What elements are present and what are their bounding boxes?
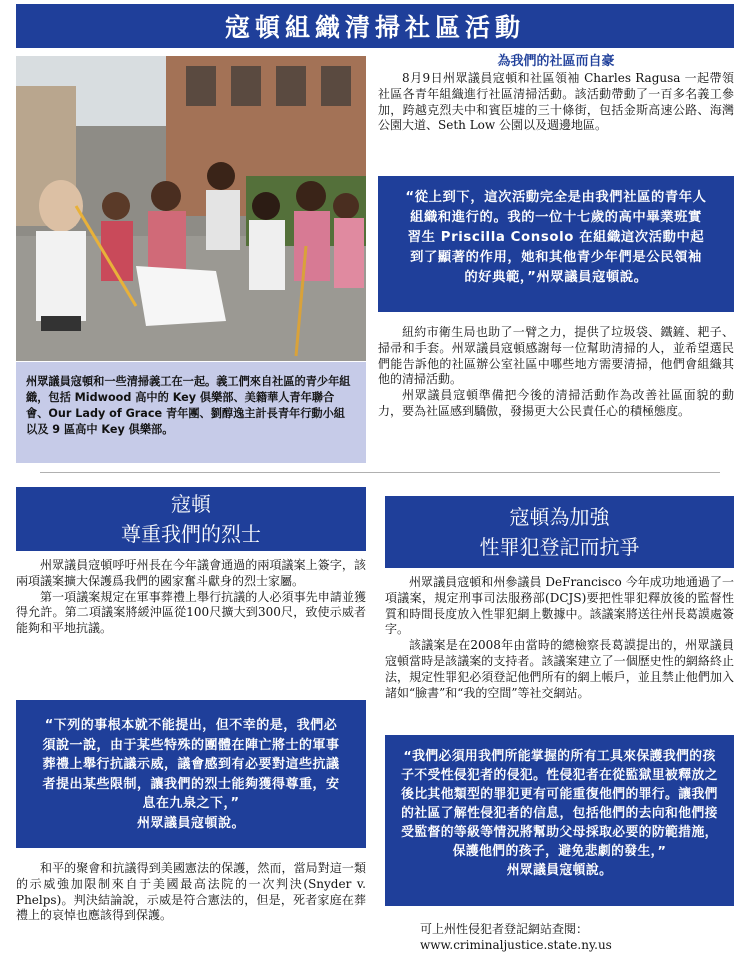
martyrs-article-intro [16, 558, 366, 637]
banner-title: 寇頓組織清掃社區活動 [224, 13, 525, 42]
top-article-body [378, 325, 734, 420]
top-paragraph-2: 紐約市衛生局也助了一臂之力，提供了垃圾袋、鐵鏟、耙子、掃帚和手套。州眾議員寇頓感謝每一位幫助清掃的人，並希望選民們能告訴他的社區辦公室社區中哪些地方需要清掃，他們會組織其他的清掃活動。 [378, 325, 734, 387]
offender-title-line1: 寇頓為加強 [509, 505, 610, 529]
offender-article-body [385, 575, 734, 701]
top-pull-quote [378, 176, 734, 312]
top-quote-text: “從上到下，這次活動完全是由我們社區的青年人組織和進行的。我的一位十七歲的高中畢業班實習生 Priscilla Consolo 在組織這次活動中起到了顯著的作用，她和其他青少年們是公民領袖的好典範，”州眾議員寇頓說。 [405, 190, 707, 285]
offender-paragraph-2: 該議案是在2008年由當時的總檢察長葛謨提出的，州眾議員寇頓當時是該議案的支持者。該議案建立了一個歷史性的網絡終止法，規定性罪犯必須登記他們所有的網上帳戶，並且禁止他們加入諸如“臉書”和“我的空間”等社交網站。 [385, 638, 734, 700]
registry-note [420, 921, 734, 953]
photo-caption-text: 州眾議員寇頓和一些清掃義工在一起。義工們來自社區的青少年組織，包括 Midwood 高中的 Key 俱樂部、美籍華人青年聯合會、Our Lady of Grace 青年團、劉醇逸主計長青年行動小組以及 9 區高中 Key 俱樂部。 [26, 375, 351, 436]
top-paragraph-3: 州眾議員寇頓準備把今後的清掃活動作為改善社區面貌的動力，要為社區感到驕傲，發揚更大公民責任心的積極態度。 [378, 388, 734, 418]
top-article-intro [378, 71, 734, 134]
offender-section-header [385, 496, 734, 568]
top-paragraph-1: 8月9日州眾議員寇頓和社區領袖 Charles Ragusa 一起帶領社區各青年組織進行社區清掃活動。該活動帶動了一百多名義工參加，跨越克烈夫中和賓臣墟的三十條街，包括金斯高速公路、海灣公園大道、Seth Low 公園以及週邊地區。 [378, 71, 734, 133]
offender-pull-quote [385, 735, 734, 906]
offender-title-line2: 性罪犯登記而抗爭 [479, 535, 640, 559]
page-banner [16, 4, 734, 48]
martyrs-quote-attribution: 州眾議員寇頓說。 [136, 815, 245, 831]
martyrs-section-header [16, 487, 366, 551]
martyrs-paragraph-2: 第一項議案規定在軍事葬禮上舉行抗議的人必須事先申請並獲得允許。第二項議案將緩沖區從100尺擴大到300尺，致使示威者能夠和平地抗議。 [16, 589, 366, 636]
offender-quote-attribution: 州眾議員寇頓說。 [506, 863, 613, 878]
martyrs-quote-text: “下列的事根本就不能提出，但不幸的是，我們必須說一說，由于某些特殊的團體在陣亡將士的軍事葬禮上舉行抗議示威，議會感到有必要對這些抗議者提出某些限制，讓我們的烈士能夠獲得尊重，安息在九泉之下，” [42, 718, 340, 811]
top-subheading: 為我們的社區而自豪 [497, 54, 615, 69]
martyrs-pull-quote [16, 700, 366, 848]
offender-paragraph-1: 州眾議員寇頓和州參議員 DeFrancisco 今年成功地通過了一項議案，規定刑事司法服務部(DCJS)要把性罪犯釋放後的監督性質和時間長度放入性罪犯網上數據中。該議案將送往州長葛謨處簽字。 [385, 575, 734, 637]
martyrs-title-line1: 寇頓 [171, 492, 211, 516]
cleanup-photo [16, 56, 366, 361]
registry-note-label: 可上州性侵犯者登記網站查閱： [420, 922, 589, 936]
offender-quote-text: “我們必須用我們所能掌握的所有工具來保護我們的孩子不受性侵犯者的侵犯。性侵犯者在從監獄里被釋放之後比其他類型的罪犯更有可能重復他們的罪行。讓我們的社區了解性侵犯者的信息，包括他們的去向和他們接受監督的等級等情況將幫助父母採取必要的防範措施，保護他們的孩子，避免悲劇的發生，” [401, 749, 718, 859]
registry-url-link[interactable]: www.criminaljustice.state.ny.us [420, 938, 612, 952]
martyrs-title-line2: 尊重我們的烈士 [121, 522, 261, 546]
photo-caption [16, 362, 366, 463]
martyrs-article-body [16, 861, 366, 924]
section-divider [40, 472, 720, 473]
martyrs-paragraph-3: 和平的聚會和抗議得到美國憲法的保護，然而，當局對這一類的示威強加限制來自于美國最高法院的一次判決(Snyder v. Phelps)。判決結論說，示威是符合憲法的，但是，死者家庭在葬禮上的哀悼也應該得到保護。 [16, 861, 366, 923]
martyrs-paragraph-1: 州眾議員寇頓呼吁州長在今年議會通過的兩項議案上簽字，該兩項議案擴大保護爲我們的國家奮斗獻身的烈士家屬。 [16, 558, 366, 588]
